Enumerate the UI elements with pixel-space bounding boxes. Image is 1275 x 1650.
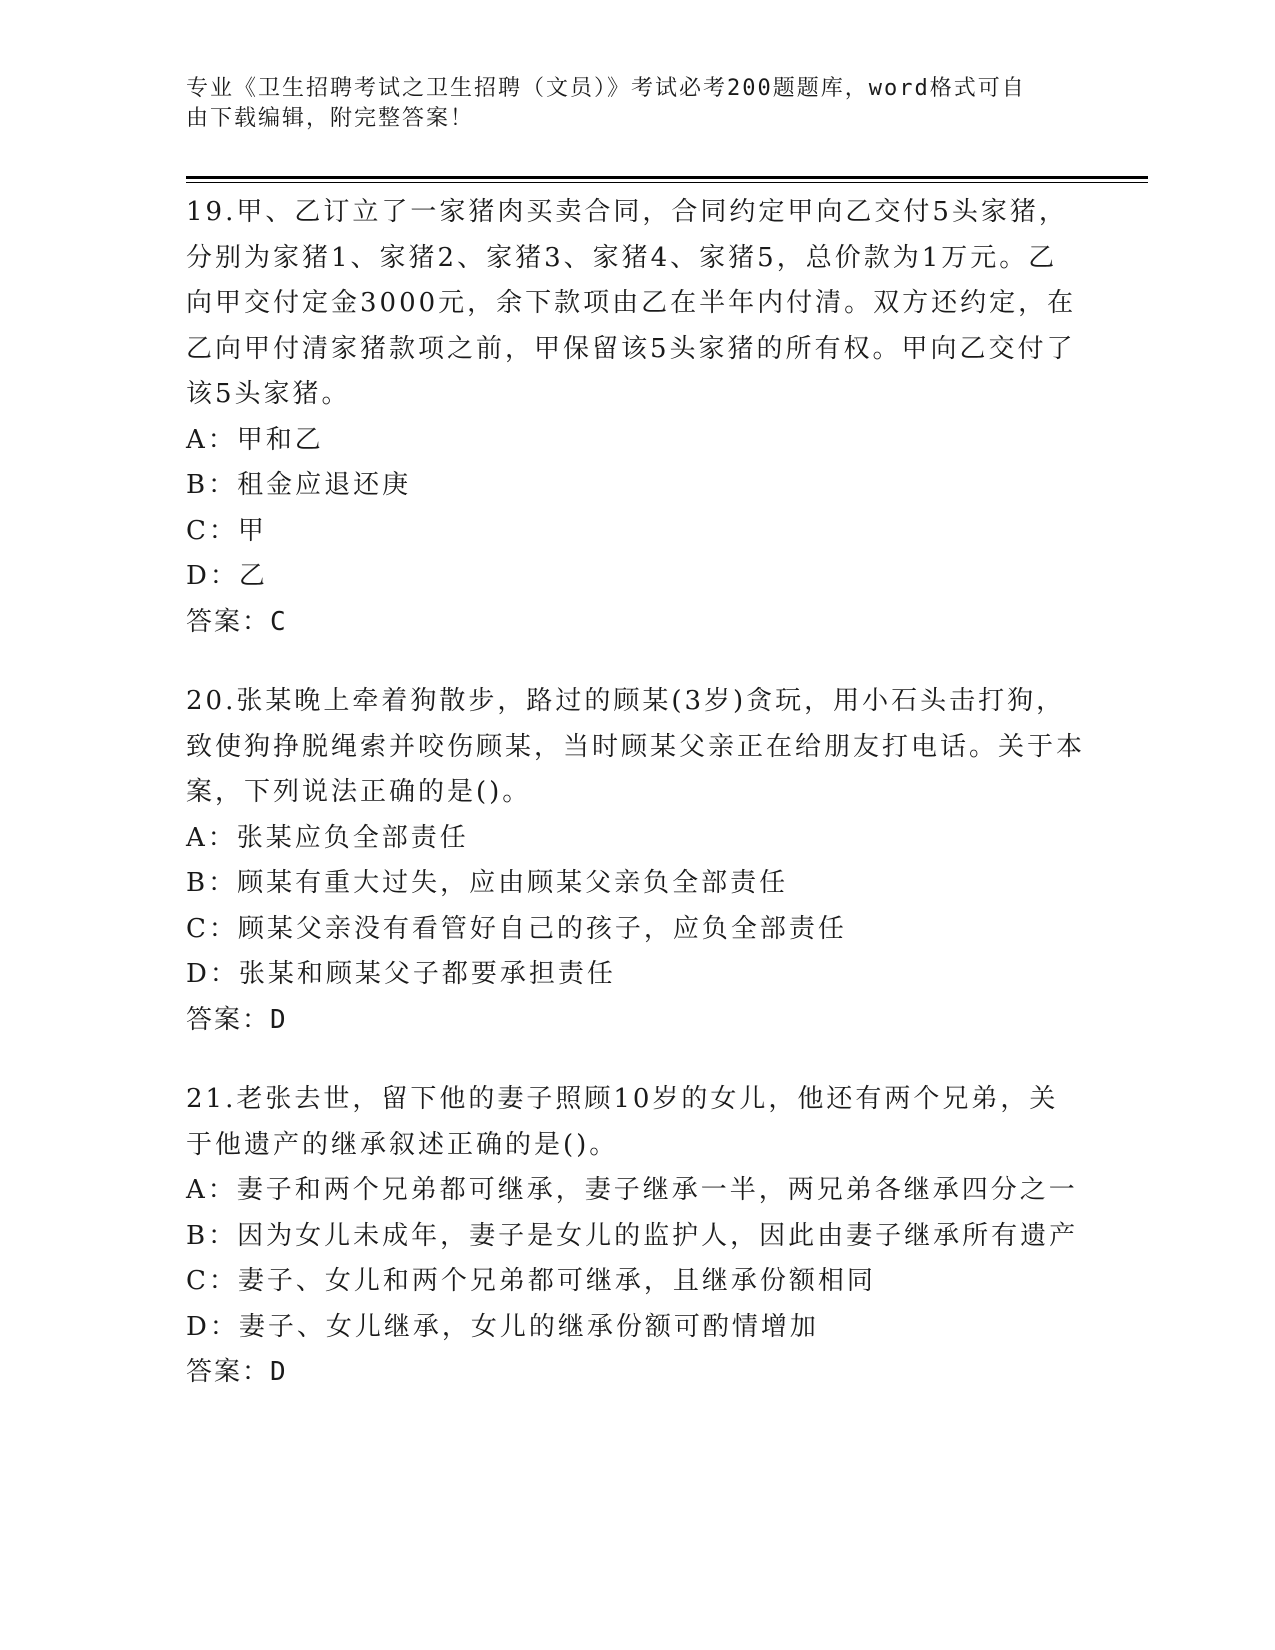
option-d: D：乙 <box>186 561 268 591</box>
answer-line: 答案：C <box>186 606 288 637</box>
option-b: B：顾某有重大过失，应由顾某父亲负全部责任 <box>186 868 789 898</box>
header-rule-thin <box>186 182 1148 183</box>
answer-line: 答案：D <box>186 1357 288 1387</box>
answer-line: 答案：D <box>186 1004 288 1035</box>
option-a: A：甲和乙 <box>186 424 324 455</box>
option-d: D：张某和顾某父子都要承担责任 <box>186 959 616 989</box>
option-b: B：租金应退还庚 <box>186 470 412 500</box>
question-21 <box>186 1077 1086 1396</box>
question-text: 20.张某晚上牵着狗散步，路过的顾某(3岁)贪玩，用小石头击打狗，致使狗挣脱绳索并咬伤顾某，当时顾某父亲正在给朋友打电话。关于本案，下列说法正确的是()。 <box>186 686 1086 807</box>
question-19 <box>186 190 1086 645</box>
option-a: A：妻子和两个兄弟都可继承，妻子继承一半，两兄弟各继承四分之一 <box>186 1175 1078 1205</box>
question-text: 19.甲、乙订立了一家猪肉买卖合同，合同约定甲向乙交付5头家猪，分别为家猪1、家猪2、家猪3、家猪4、家猪5，总价款为1万元。乙向甲交付定金3000元，余下款项由乙在半年内付清。双方还约定，在乙向甲付清家猪款项之前，甲保留该5头家猪的所有权。甲向乙交付了该5头家猪。 <box>186 197 1077 409</box>
document-header <box>186 74 1066 134</box>
option-b: B：因为女儿未成年，妻子是女儿的监护人，因此由妻子继承所有遗产 <box>186 1220 1079 1251</box>
option-c: C：甲 <box>186 515 267 546</box>
header-line-1: 专业《卫生招聘考试之卫生招聘（文员）》考试必考200题题库，word格式可自 <box>186 76 1026 101</box>
option-c: C：妻子、女儿和两个兄弟都可继承，且继承份额相同 <box>186 1266 876 1296</box>
question-list <box>186 190 1086 1430</box>
option-d: D：妻子、女儿继承，女儿的继承份额可酌情增加 <box>186 1311 819 1342</box>
question-20 <box>186 679 1086 1043</box>
question-text: 21.老张去世，留下他的妻子照顾10岁的女儿，他还有两个兄弟，关于他遗产的继承叙述正确的是()。 <box>186 1084 1059 1160</box>
option-c: C：顾某父亲没有看管好自己的孩子，应负全部责任 <box>186 913 847 944</box>
header-line-2: 由下载编辑，附完整答案！ <box>186 106 475 131</box>
option-a: A：张某应负全部责任 <box>186 822 469 853</box>
header-rule-thick <box>186 176 1148 179</box>
